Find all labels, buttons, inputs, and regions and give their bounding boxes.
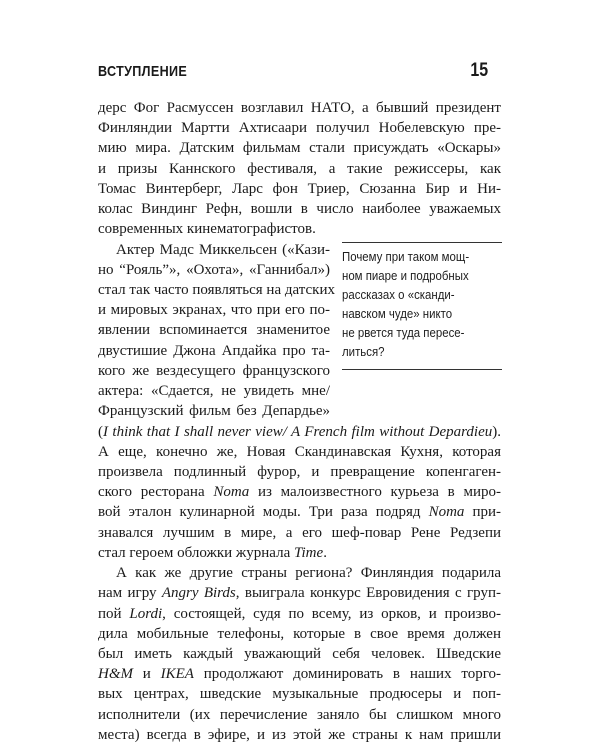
body-line: исполнители (их перечисление заняло бы слишком много (98, 706, 501, 723)
body-line: А еще, конечно же, Новая Скандинавская Кухня, которая (98, 443, 501, 460)
pull-quote-line: рассказах о «сканди- (342, 286, 455, 302)
body-line: произвела подлинный фурор, и превращение копенгаген- (98, 463, 501, 480)
body-line: мию мира. Датским фильмам стали присуждать «Оскары» (98, 140, 501, 157)
body-line: Финляндии Мартти Ахтисаари получил Нобелевскую пре- (98, 120, 501, 137)
body-line: актера: «Сдается, не увидеть мне/ (98, 383, 330, 400)
body-line: двустишие Джона Апдайка про та- (98, 342, 330, 359)
body-line: места) всегда в эфире, и из этой же страны к нам пришли (98, 726, 501, 743)
body-line: вых центрах, шведские музыкальные продюсеры и поп- (98, 686, 501, 703)
pull-quote-line: Почему при таком мощ- (342, 248, 470, 264)
body-line: Актер Мадс Миккельсен («Кази- (116, 241, 330, 258)
pull-quote-line: навском чуде» никто (342, 305, 453, 321)
section-title: ВСТУПЛЕНИЕ (98, 63, 188, 80)
body-line: (I think that I shall never view/ A French film without Depardieu). (98, 423, 501, 440)
body-line: Французский фильм без Депардье» (98, 403, 330, 420)
body-line: дерс Фог Расмуссен возглавил НАТО, а бывший президент (98, 100, 501, 116)
body-line: стал героем обложки журнала Time. (98, 544, 327, 561)
body-line: был иметь каждый уважающий себя человек. Шведские (98, 645, 501, 662)
body-line: и призы Каннского фестиваля, а такие режиссеры, как (98, 160, 501, 177)
body-line: но “Рояль”», «Охота», «Ганнибал») (98, 261, 330, 278)
body-line: дила мобильные телефоны, которые в свое время должен (98, 625, 501, 642)
body-line: кого же вездесущего французского (98, 362, 330, 379)
body-line: и мировых экранах, что при его по- (98, 302, 330, 319)
page-number: 15 (470, 60, 488, 81)
body-line: знавался лучшим в мире, а его шеф-повар Рене Редзепи (98, 524, 501, 541)
body-line: Томас Винтерберг, Ларс фон Триер, Сюзанна Бир и Ни- (98, 180, 501, 197)
body-line: стал так часто появляться на датских (98, 282, 335, 298)
body-line: пой Lordi, состоящей, судя по всему, из орков, и произво- (98, 605, 502, 622)
pull-quote-line: литься? (342, 343, 385, 359)
pull-quote-line: ном пиаре и подробных (342, 267, 469, 283)
body-line: современных кинематографистов. (98, 221, 316, 238)
body-line: явлении вспоминается знаменитое (98, 322, 330, 339)
body-line: колас Виндинг Рефн, вошли в число наиболее уважаемых (98, 201, 501, 218)
body-line: ского ресторана Noma из малоизвестного курьеза в миро- (98, 484, 501, 501)
body-line: А как же другие страны региона? Финляндия подарила (116, 565, 501, 581)
body-line: H&M и IKEA продолжают доминировать в наших торго- (98, 666, 502, 683)
body-line: нам игру Angry Birds, выиграла конкурс Евровидения с груп- (98, 585, 501, 602)
pull-quote-line: не рвется туда пересе- (342, 324, 465, 340)
body-line: вой эталон кулинарной моды. Три раза подряд Noma при- (98, 504, 501, 521)
